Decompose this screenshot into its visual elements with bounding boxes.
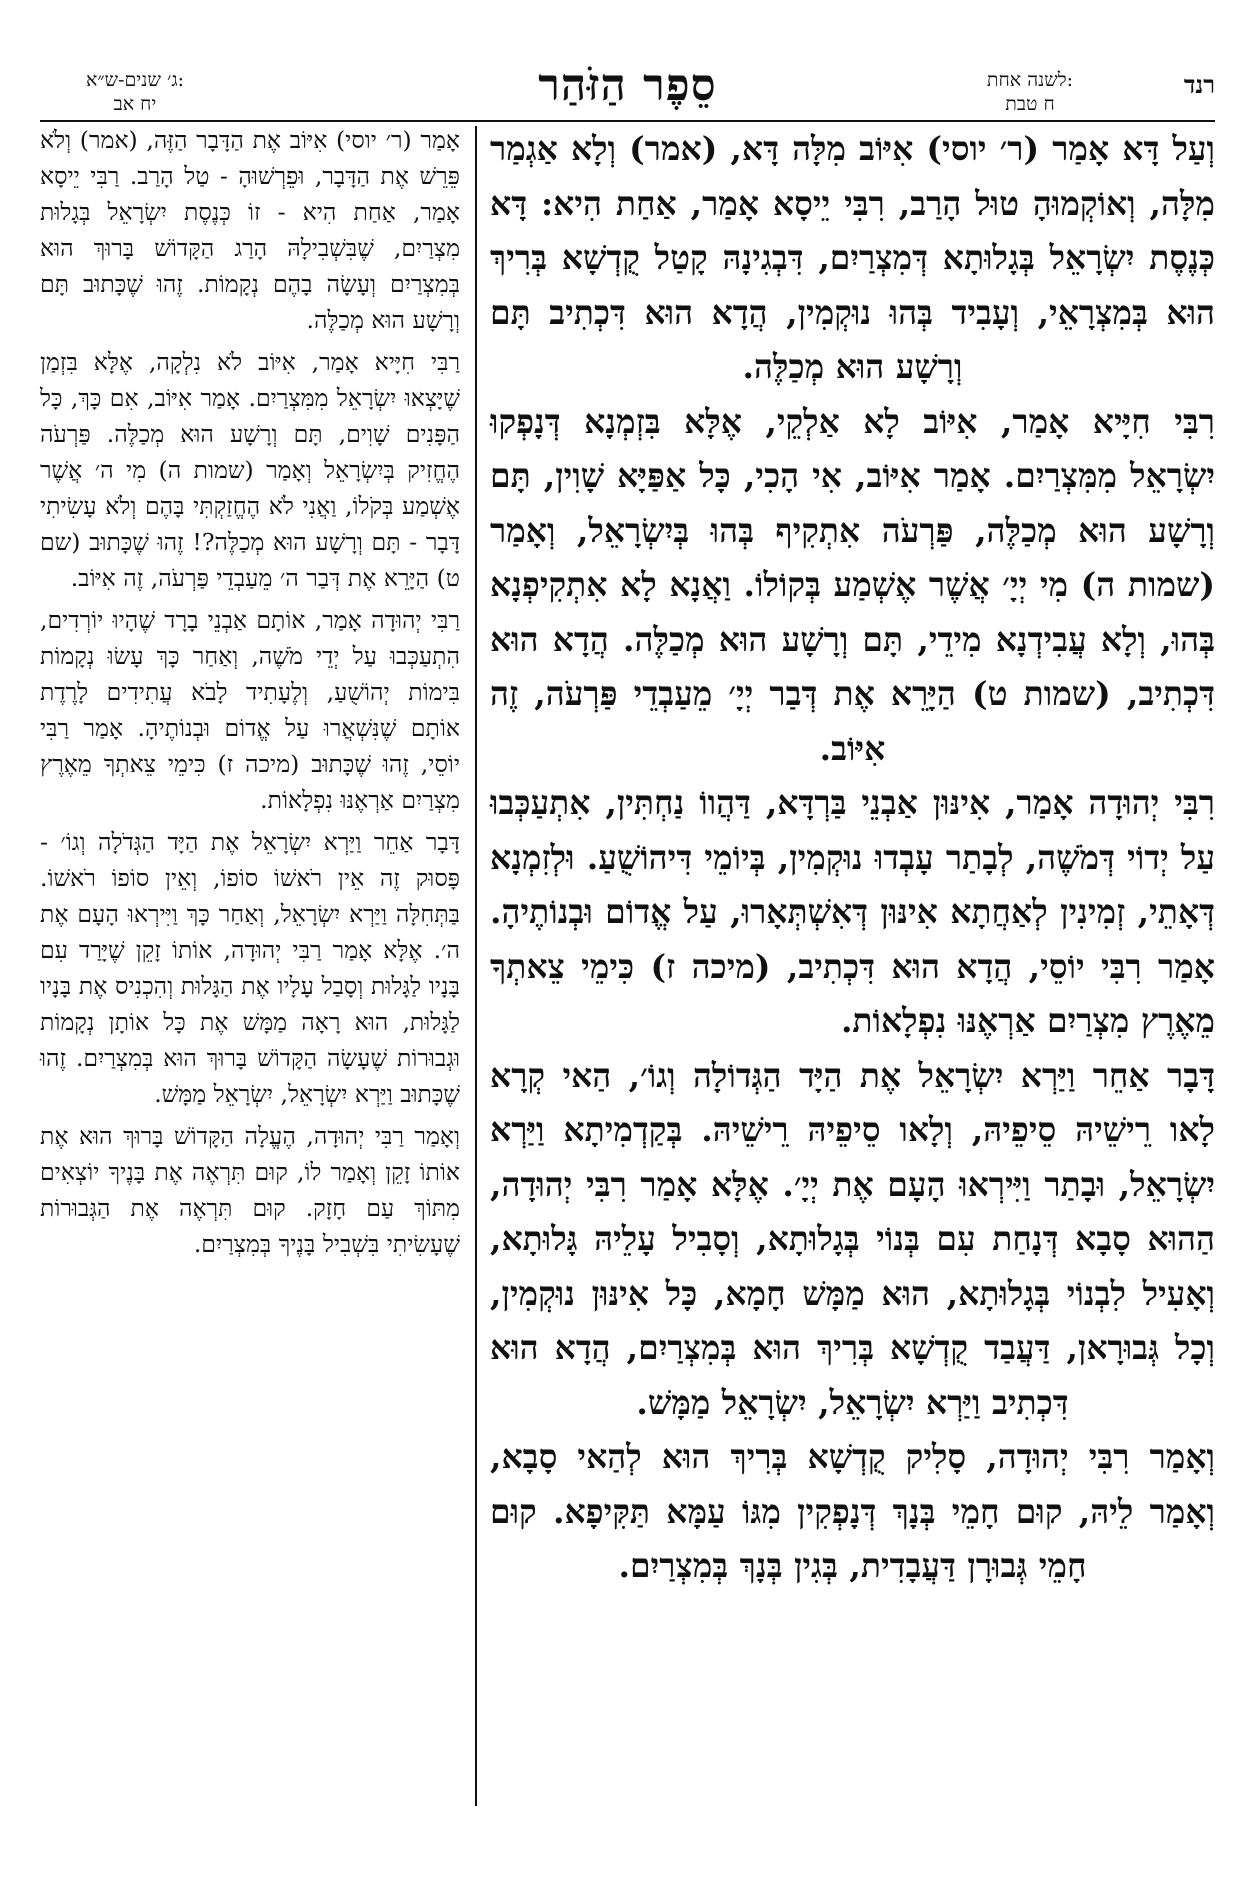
page-title: סֵפֶר הַזֹּהַר [538, 60, 717, 111]
main-paragraph-4: דָּבָר אַחֵר וַיַּרְא יִשְׂרָאֵל אֶת הַיָּד הַגְּדוֹלָה וְגוֹ׳, הַאי קְרָא לָאו רֵישֵׁיהּ סֵיפֵיהּ, וְלָאו סֵיפֵיהּ רֵישֵׁיהּ. בְּקַדְמִיתָא וַיַּרְא יִשְׂרָאֵל, וּבָתַר וַיִּירְאוּ הָעָם אֶת יְיָ׳. אֶלָּא אָמַר רִבִּי יְהוּדָה, הַהוּא סָבָא דְּנָחַת עִם בְּנוֹי בְּגָלוּתָא, וְסָבִיל עָלֵיהּ גָּלוּתָא, וְאָעִיל לִבְנוֹי בְּגָלוּתָא, הוּא מַמָּשׁ חָמָא, כָּל אִינּוּן נוּקְמִין, וְכָל גְּבוּרָאן, דַּעֲבַד קֻדְשָׁא בְּרִיךְ הוּא בְּמִצְרַיִם, הֲדָא הוּא דִּכְתִיב וַיַּרְא יִשְׂרָאֵל, יִשְׂרָאֵל מַמָּשׁ. [490, 1055, 1215, 1422]
column-divider [475, 126, 477, 1806]
side-paragraph-3: רַבִּי יְהוּדָה אָמַר, אוֹתָם אַבְנֵי בָרָד שֶׁהָיוּ יוֹרְדִים, הִתְעַכְּבוּ עַל יְדֵי מֹשֶׁה, וְאַחַר כָּךְ עָשׂוּ נְקָמוֹת בִּימוֹת יְהוֹשֻׁעַ, וְלֶעָתִיד לָבֹא עֲתִידִים לָרֶדֶת אוֹתָם שֶׁנִּשְׁאֲרוּ עַל אֱדוֹם וּבְנוֹתֶיהָ. אָמַר רַבִּי יוֹסֵי, זֶהוּ שֶׁכָּתוּב (מיכה ז) כִּימֵי צֵאתְךָ מֵאֶרֶץ מִצְרַיִם אַרְאֶנּוּ נִפְלָאוֹת. [40, 606, 460, 814]
header-left-line2: יח אב [113, 93, 157, 115]
main-aramaic-column [490, 122, 1215, 1594]
main-paragraph-1: וְעַל דָּא אָמַר (ר׳ יוסי) אִיּוֹב מִלָּה דָּא, (אמר) וְלָא אַגְמַר מִלָּה, וְאוֹקְמוּהָ טוּל הָרַב, רִבִּי יֵיסָא אָמַר, אַחַת הִיא: דָּא כְּנֶסֶת יִשְׂרָאֵל בְּגָלוּתָא דְּמִצְרַיִם, דִּבְגִינָהּ קָטַל קֻדְשָׁא בְּרִיךְ הוּא בְּמִצְרָאֵי, וְעָבִיד בְּהוּ נוּקְמִין, הֲדָא הוּא דִּכְתִיב תָּם וְרָשָׁע הוּא מְכַלֶּה. [490, 129, 1215, 386]
header-left-line1: ג׳ שנים-ש״א: [85, 69, 185, 91]
header-right-line1: לשנה אחת: [986, 69, 1074, 91]
header-right-line2: ח טבת [1005, 93, 1055, 115]
side-paragraph-5: וְאָמַר רַבִּי יְהוּדָה, הֶעֱלָה הַקָּדוֹשׁ בָּרוּךְ הוּא אֶת אוֹתוֹ זָקֵן וְאָמַר לוֹ, קוּם תִּרְאֶה אֶת בָּנֶיךָ יוֹצְאִים מִתּוֹךְ עַם חָזָק. קוּם תִּרְאֶה אֶת הַגְּבוּרוֹת שֶׁעָשִׂיתִי בִּשְׁבִיל בָּנֶיךָ בְּמִצְרַיִם. [40, 1122, 460, 1258]
header-right-reading-schedule [945, 68, 1115, 116]
side-paragraph-1: אָמַר (ר׳ יוסי) אִיּוֹב אֶת הַדָּבָר הַזֶּה, (אמר) וְלֹא פֵּרֵשׁ אֶת הַדָּבָר, וּפֵרְשׁוּהָ - טַל הָרַב. רַבִּי יֵיסָא אָמַר, אַחַת הִיא - זוֹ כְּנֶסֶת יִשְׂרָאֵל בְּגָלוּת מִצְרַיִם, שֶׁבִּשְׁבִילָהּ הָרַג הַקָּדוֹשׁ בָּרוּךְ הוּא בְּמִצְרַיִם וְעָשָׂה בָהֶם נְקָמוֹת. זֶהוּ שֶׁכָּתוּב תָּם וְרָשָׁע הוּא מְכַלֶּה. [40, 126, 460, 334]
main-paragraph-5: וְאָמַר רִבִּי יְהוּדָה, סָלִיק קֻדְשָׁא בְּרִיךְ הוּא לְהַאי סָבָא, וְאָמַר לֵיהּ, קוּם חָמֵי בְּנָךְ דְּנָפְקִין מִגּוֹ עַמָּא תַּקִּיפָא. קוּם חָמֵי גְּבוּרָן דַּעֲבָדִית, בְּגִין בְּנָךְ בְּמִצְרַיִם. [490, 1437, 1215, 1585]
side-paragraph-4: דָּבָר אַחֵר וַיַּרְא יִשְׂרָאֵל אֶת הַיָּד הַגְּדֹלָה וְגוֹ׳ - פָּסוּק זֶה אֵין רֹאשׁוֹ סוֹפוֹ, וְאֵין סוֹפוֹ רֹאשׁוֹ. בַּתְּחִלָּה וַיַּרְא יִשְׂרָאֵל, וְאַחַר כָּךְ וַיִּירְאוּ הָעָם אֶת ה׳. אֶלָּא אָמַר רַבִּי יְהוּדָה, אוֹתוֹ זָקֵן שֶׁיָּרַד עִם בָּנָיו לַגָּלוּת וְסָבַל עָלָיו אֶת הַגָּלוּת וְהִכְנִיס אֶת בָּנָיו לַגָּלוּת, הוּא רָאָה מַמָּשׁ אֶת כָּל אוֹתָן נְקָמוֹת וּגְבוּרוֹת שֶׁעָשָׂה הַקָּדוֹשׁ בָּרוּךְ הוּא בְּמִצְרַיִם. זֶהוּ שֶׁכָּתוּב וַיַּרְא יִשְׂרָאֵל, יִשְׂרָאֵל מַמָּשׁ. [40, 828, 460, 1108]
side-paragraph-2: רַבִּי חִיָּיא אָמַר, אִיּוֹב לֹא נִלְקָה, אֶלָּא בִּזְמַן שֶׁיָּצְאוּ יִשְׂרָאֵל מִמִּצְרַיִם. אָמַר אִיּוֹב, אִם כָּךְ, כָּל הַפָּנִים שָׁוִים, תָּם וְרָשָׁע הוּא מְכַלֶּה. פַּרְעֹה הֶחֱזִיק בְּיִשְׂרָאֵל וְאָמַר (שמות ה) מִי ה׳ אֲשֶׁר אֶשְׁמַע בְּקֹלוֹ, וַאֲנִי לֹא הֶחֱזַקְתִּי בָּהֶם וְלֹא עָשִׂיתִי דָּבָר - תָּם וְרָשָׁע הוּא מְכַלֶּה?! זֶהוּ שֶׁכָּתוּב (שם ט) הַיָּרֵא אֶת דְּבַר ה׳ מֵעַבְדֵי פַּרְעֹה, זֶה אִיּוֹב. [40, 348, 460, 592]
page-header [40, 60, 1215, 120]
page-number: רנד [1183, 70, 1215, 99]
main-paragraph-3: רִבִּי יְהוּדָה אָמַר, אִינּוּן אַבְנֵי בַּרְדָּא, דַּהֲווֹ נַחְתִּין, אִתְעַכְּבוּ עַל יְדוֹי דְּמֹשֶׁה, לְבָתַר עָבְדוּ נוּקְמִין, בְּיוֹמֵי דִּיהוֹשֻׁעַ. וּלְזִמְנָא דְּאָתֵי, זְמִינִין לְאַחֲתָא אִינּוּן דְּאִשְׁתְּאָרוּ, עַל אֱדוֹם וּבְנוֹתֶיהָ. אָמַר רִבִּי יוֹסֵי, הֲדָא הוּא דִּכְתִיב, (מיכה ז) כִּימֵי צֵאתְךָ מֵאֶרֶץ מִצְרַיִם אַרְאֶנּוּ נִפְלָאוֹת. [490, 783, 1215, 1040]
main-paragraph-2: רִבִּי חִיָּיא אָמַר, אִיּוֹב לָא אַלְקֵי, אֶלָּא בִּזְמְנָא דְּנָפְקוּ יִשְׂרָאֵל מִמִּצְרַיִם. אָמַר אִיּוֹב, אִי הָכִי, כָּל אַפַּיָּא שָׁוִין, תָּם וְרָשָׁע הוּא מְכַלֶּה, פַּרְעֹה אִתְקִיף בְּהוּ בְּיִשְׂרָאֵל, וְאָמַר (שמות ה) מִי יְיָ׳ אֲשֶׁר אֶשְׁמַע בְּקוֹלוֹ. וַאֲנָא לָא אִתְקִיפְנָא בְּהוּ, וְלָא עֲבִידְנָא מִידֵי, תָּם וְרָשָׁע הוּא מְכַלֶּה. הֲדָא הוּא דִּכְתִיב, (שמות ט) הַיָּרֵא אֶת דְּבַר יְיָ׳ מֵעַבְדֵי פַּרְעֹה, זֶה אִיּוֹב. [490, 401, 1216, 768]
side-translation-column [40, 122, 460, 1268]
